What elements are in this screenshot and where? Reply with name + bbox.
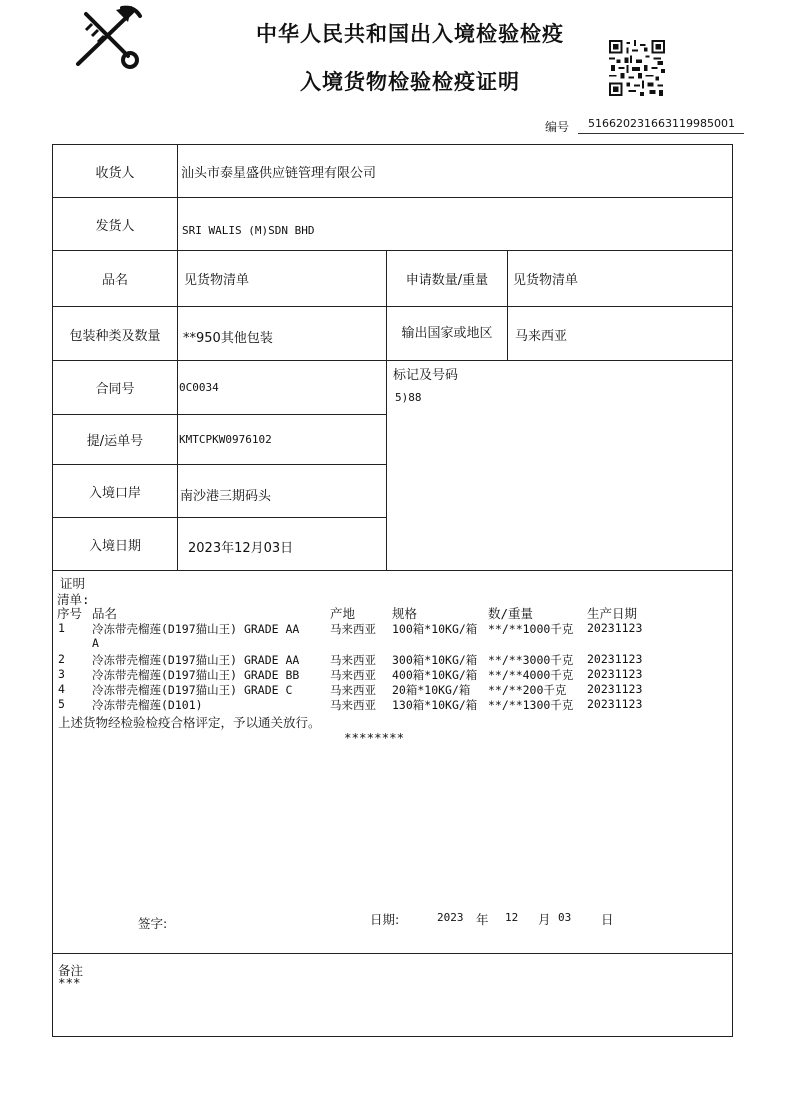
column-header-spec: 规格 — [392, 606, 418, 621]
goods-row-date: 20231123 — [587, 621, 643, 635]
qr-code-icon — [609, 40, 665, 96]
remarks-label: 备注 — [58, 963, 84, 978]
goods-row-origin: 马来西亚 — [330, 622, 376, 636]
goods-row-spec: 100箱*10KG/箱 — [392, 622, 478, 636]
column-header-no: 序号 — [57, 606, 83, 621]
goods-row-no: 2 — [58, 652, 65, 666]
column-divider — [177, 144, 178, 571]
column-header-name: 品名 — [92, 606, 118, 621]
entry-port-label: 入境口岸 — [88, 486, 141, 501]
export-country-label: 输出国家或地区 — [401, 326, 493, 341]
packaging-label: 包装种类及数量 — [69, 329, 161, 344]
sign-date-day-unit: 日 — [601, 912, 614, 927]
sign-date-month: 12 — [505, 911, 519, 924]
goods-row-name-cont: A — [92, 636, 99, 650]
row-divider — [52, 250, 733, 251]
certificate-title: 证明 — [60, 576, 86, 591]
contract-number-label: 合同号 — [95, 382, 135, 397]
goods-row-origin: 马来西亚 — [330, 698, 376, 712]
serial-number-value: 516620231663119985001 — [578, 115, 744, 134]
goods-row-qty: **/**4000千克 — [488, 668, 574, 682]
marks-label: 标记及号码 — [393, 368, 459, 383]
row-divider — [52, 570, 733, 571]
goods-row-spec: 130箱*10KG/箱 — [392, 698, 478, 712]
product-name-label: 品名 — [101, 273, 128, 288]
goods-row-name: 冷冻带壳榴莲(D197猫山王) GRADE AA — [92, 622, 300, 636]
remarks-value: *** — [58, 975, 81, 990]
bill-of-lading-value: KMTCPKW0976102 — [179, 433, 272, 446]
document-title: 中华人民共和国出入境检验检疫 — [256, 22, 564, 46]
sign-date-day: 03 — [558, 911, 572, 924]
bill-of-lading-label: 提/运单号 — [86, 434, 144, 449]
goods-row-qty: **/**1000千克 — [488, 622, 574, 636]
row-divider — [52, 360, 733, 361]
goods-row-spec: 400箱*10KG/箱 — [392, 668, 478, 682]
goods-row-qty: **/**1300千克 — [488, 698, 574, 712]
column-divider — [386, 250, 387, 571]
sign-date-label: 日期: — [370, 912, 400, 927]
contract-number-value: 0C0034 — [179, 381, 219, 394]
goods-row-name: 冷冻带壳榴莲(D197猫山王) GRADE BB — [92, 668, 300, 682]
column-header-qty: 数/重量 — [488, 606, 534, 621]
row-divider — [52, 197, 733, 198]
row-divider — [52, 414, 386, 415]
inspection-emblem-logo — [72, 4, 148, 72]
table-border-top — [52, 144, 733, 145]
consignor-label: 发货人 — [95, 219, 135, 234]
quantity-weight-value: 见货物清单 — [513, 273, 579, 288]
table-border-right — [732, 144, 733, 1037]
entry-date-value: 2023年12月03日 — [188, 541, 294, 556]
entry-port-value: 南沙港三期码头 — [180, 489, 272, 504]
row-divider — [52, 517, 386, 518]
goods-row-qty: **/**3000千克 — [488, 653, 574, 667]
marks-value: 5)88 — [395, 391, 422, 404]
certificate-end-stars: ******** — [344, 730, 405, 745]
goods-row-no: 5 — [58, 697, 65, 711]
column-header-origin: 产地 — [330, 606, 356, 621]
goods-row-name: 冷冻带壳榴莲(D101) — [92, 698, 203, 712]
column-header-prod-date: 生产日期 — [587, 606, 638, 621]
goods-row-date: 20231123 — [587, 697, 643, 711]
row-divider — [52, 953, 733, 954]
goods-row-origin: 马来西亚 — [330, 683, 376, 697]
sign-date-year: 2023 — [437, 911, 464, 924]
goods-row-origin: 马来西亚 — [330, 653, 376, 667]
quantity-weight-label: 申请数量/重量 — [405, 273, 489, 288]
table-border-bottom — [52, 1036, 733, 1037]
sign-date-year-unit: 年 — [476, 912, 489, 927]
product-name-value: 见货物清单 — [184, 273, 250, 288]
goods-row-origin: 马来西亚 — [330, 668, 376, 682]
serial-number-label: 编号 — [545, 120, 570, 134]
document-subtitle: 入境货物检验检疫证明 — [300, 70, 520, 94]
packaging-value: **950其他包装 — [183, 331, 273, 346]
goods-row-no: 4 — [58, 682, 65, 696]
consignee-value: 汕头市泰星盛供应链管理有限公司 — [181, 166, 377, 181]
goods-row-name: 冷冻带壳榴莲(D197猫山王) GRADE C — [92, 683, 293, 697]
goods-row-name: 冷冻带壳榴莲(D197猫山王) GRADE AA — [92, 653, 300, 667]
certificate-conclusion: 上述货物经检验检疫合格评定，予以通关放行。 — [58, 715, 321, 730]
export-country-value: 马来西亚 — [515, 329, 568, 344]
goods-row-date: 20231123 — [587, 667, 643, 681]
goods-row-date: 20231123 — [587, 682, 643, 696]
goods-row-spec: 300箱*10KG/箱 — [392, 653, 478, 667]
consignee-label: 收货人 — [95, 166, 135, 181]
goods-row-no: 3 — [58, 667, 65, 681]
goods-row-qty: **/**200千克 — [488, 683, 567, 697]
signature-label: 签字: — [138, 916, 168, 931]
column-divider — [507, 250, 508, 361]
goods-list-label: 清单: — [57, 592, 90, 607]
goods-row-no: 1 — [58, 621, 65, 635]
entry-date-label: 入境日期 — [88, 539, 141, 554]
consignor-value: SRI WALIS (M)SDN BHD — [182, 224, 315, 237]
goods-row-date: 20231123 — [587, 652, 643, 666]
sign-date-month-unit: 月 — [538, 912, 551, 927]
row-divider — [52, 306, 733, 307]
goods-row-spec: 20箱*10KG/箱 — [392, 683, 471, 697]
row-divider — [52, 464, 386, 465]
